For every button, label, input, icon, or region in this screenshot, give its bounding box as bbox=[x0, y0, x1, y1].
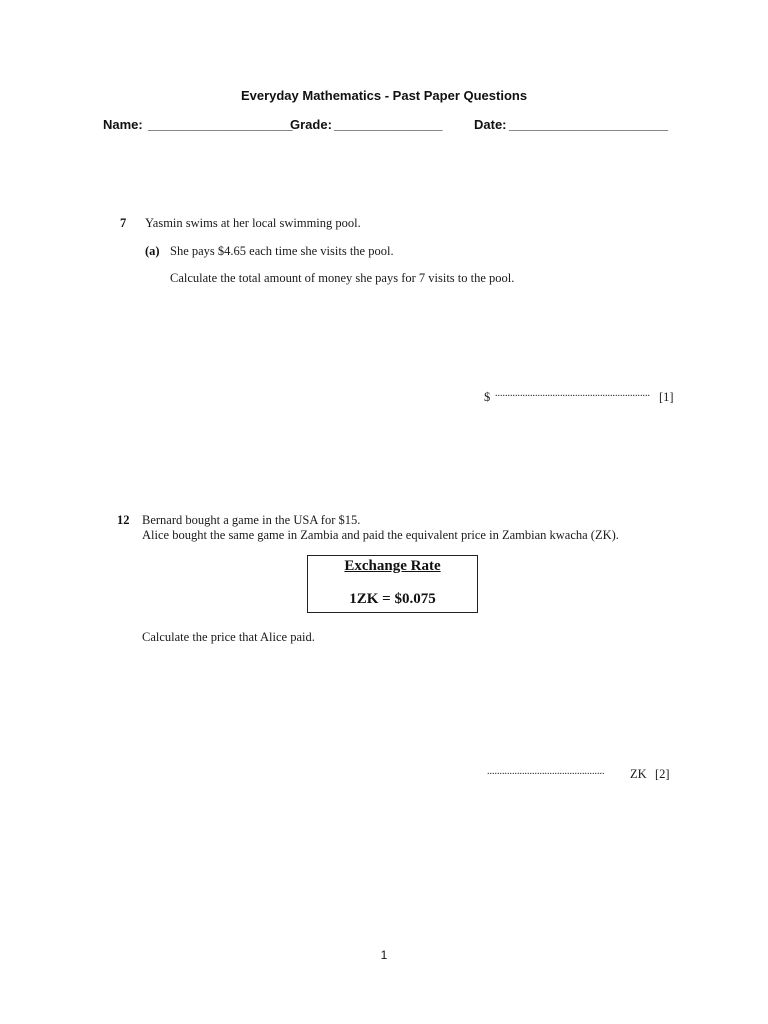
date-blank: ______________________ bbox=[509, 117, 669, 132]
question-12-line2: Alice bought the same game in Zambia and paid the equivalent price in Zambian kwacha (ZK). bbox=[142, 528, 619, 542]
exchange-rate-title: Exchange Rate bbox=[344, 558, 441, 574]
page-title: Everyday Mathematics - Past Paper Questions bbox=[240, 88, 528, 103]
answer-7-line[interactable]: .............................................................. bbox=[495, 388, 650, 399]
question-12-line1: Bernard bought a game in the USA for $15. bbox=[142, 513, 361, 527]
name-blank: ____________________ bbox=[148, 117, 293, 132]
question-7-stem: Yasmin swims at her local swimming pool. bbox=[145, 216, 361, 230]
question-7-marks: [1] bbox=[659, 390, 674, 404]
question-7-number: 7 bbox=[120, 216, 127, 230]
exchange-rate-value: 1ZK = $0.075 bbox=[349, 591, 436, 607]
question-7a-instruction: Calculate the total amount of money she pays for 7 visits to the pool. bbox=[170, 271, 515, 285]
question-12-instruction: Calculate the price that Alice paid. bbox=[142, 630, 315, 644]
answer-12-line[interactable]: ............................................... bbox=[487, 766, 605, 777]
question-7a-label: (a) bbox=[145, 244, 160, 258]
page-number: 1 bbox=[380, 948, 388, 962]
answer-12-unit: ZK bbox=[630, 767, 647, 781]
question-12-number: 12 bbox=[117, 513, 130, 527]
grade-label: Grade: bbox=[290, 117, 332, 132]
question-7a-text: She pays $4.65 each time she visits the pool. bbox=[170, 244, 394, 258]
question-12-marks: [2] bbox=[655, 767, 670, 781]
date-label: Date: bbox=[474, 117, 507, 132]
exchange-rate-box bbox=[307, 555, 478, 613]
answer-7-prefix: $ bbox=[484, 390, 491, 404]
grade-blank: _______________ bbox=[334, 117, 443, 132]
name-label: Name: bbox=[103, 117, 143, 132]
